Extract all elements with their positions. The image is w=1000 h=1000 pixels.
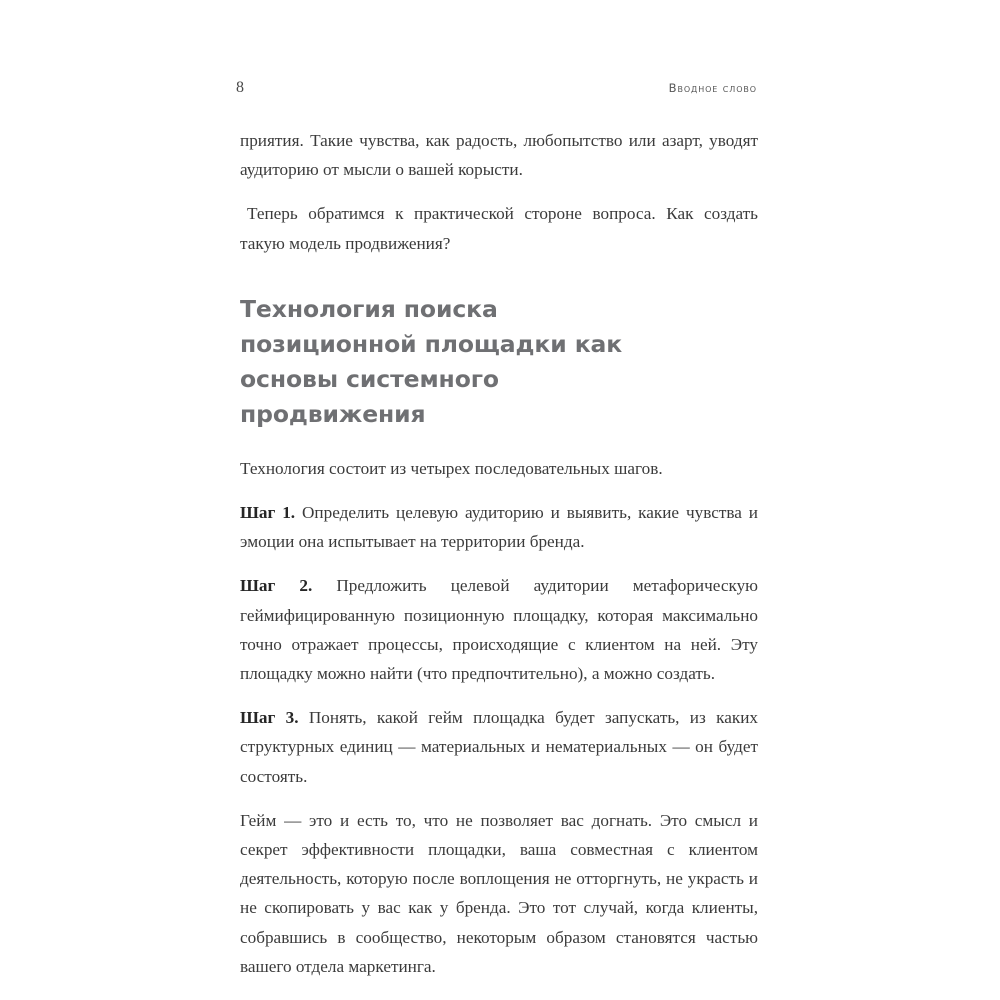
step-1-text: Определить целевую аудиторию и выявить, какие чувства и эмоции она испытывает на территории бренда.	[240, 503, 759, 552]
page-number: 8	[236, 79, 245, 96]
running-title: вводное слово	[668, 81, 757, 95]
section-heading: Технология поиска позиционной площадки как основы системного продвижения	[240, 294, 623, 428]
step-2-label: Шаг 2.	[240, 576, 313, 596]
step-1-paragraph	[240, 498, 758, 556]
section-heading-block	[240, 292, 758, 432]
text-column	[240, 126, 758, 981]
paragraph-continuation: приятия. Такие чувства, как радость, любопытство или азарт, уводят аудиторию от мысли о вашей корысти.	[240, 131, 758, 180]
step-3-text: Понять, какой гейм площадка будет запускать, из каких структурных единиц — материальных и нематериальных — он будет состоять.	[240, 708, 758, 786]
step-1-label: Шаг 1.	[240, 503, 296, 523]
paragraph-transition: Теперь обратимся к практической стороне вопроса. Как создать такую модель продвижения?	[240, 204, 758, 253]
step-3-label: Шаг 3.	[240, 708, 299, 728]
step-2-text: Предложить целевой аудитории метафорическую геймифицированную позиционную площадку, которая максимально точно отражает процессы, происходящие с клиентом на ней. Эту площадку можно найти (что предпочтительно), а можно создать.	[240, 576, 759, 684]
step-3-paragraph	[240, 703, 758, 791]
paragraph-intro-steps: Технология состоит из четырех последовательных шагов.	[240, 458, 663, 478]
running-header	[236, 78, 757, 102]
paragraph-geym-conclusion: Гейм — это и есть то, что не позволяет вас догнать. Это смысл и секрет эффективности площадки, ваша совместная с клиентом деятельность, которую после воплощения не отторгнуть, не украсть и не скопировать у вас как у бренда. Это тот случай, когда клиенты, собравшись в сообщество, некоторым образом становятся частью вашего отдела маркетинга.	[240, 810, 758, 976]
step-2-paragraph	[240, 571, 758, 688]
